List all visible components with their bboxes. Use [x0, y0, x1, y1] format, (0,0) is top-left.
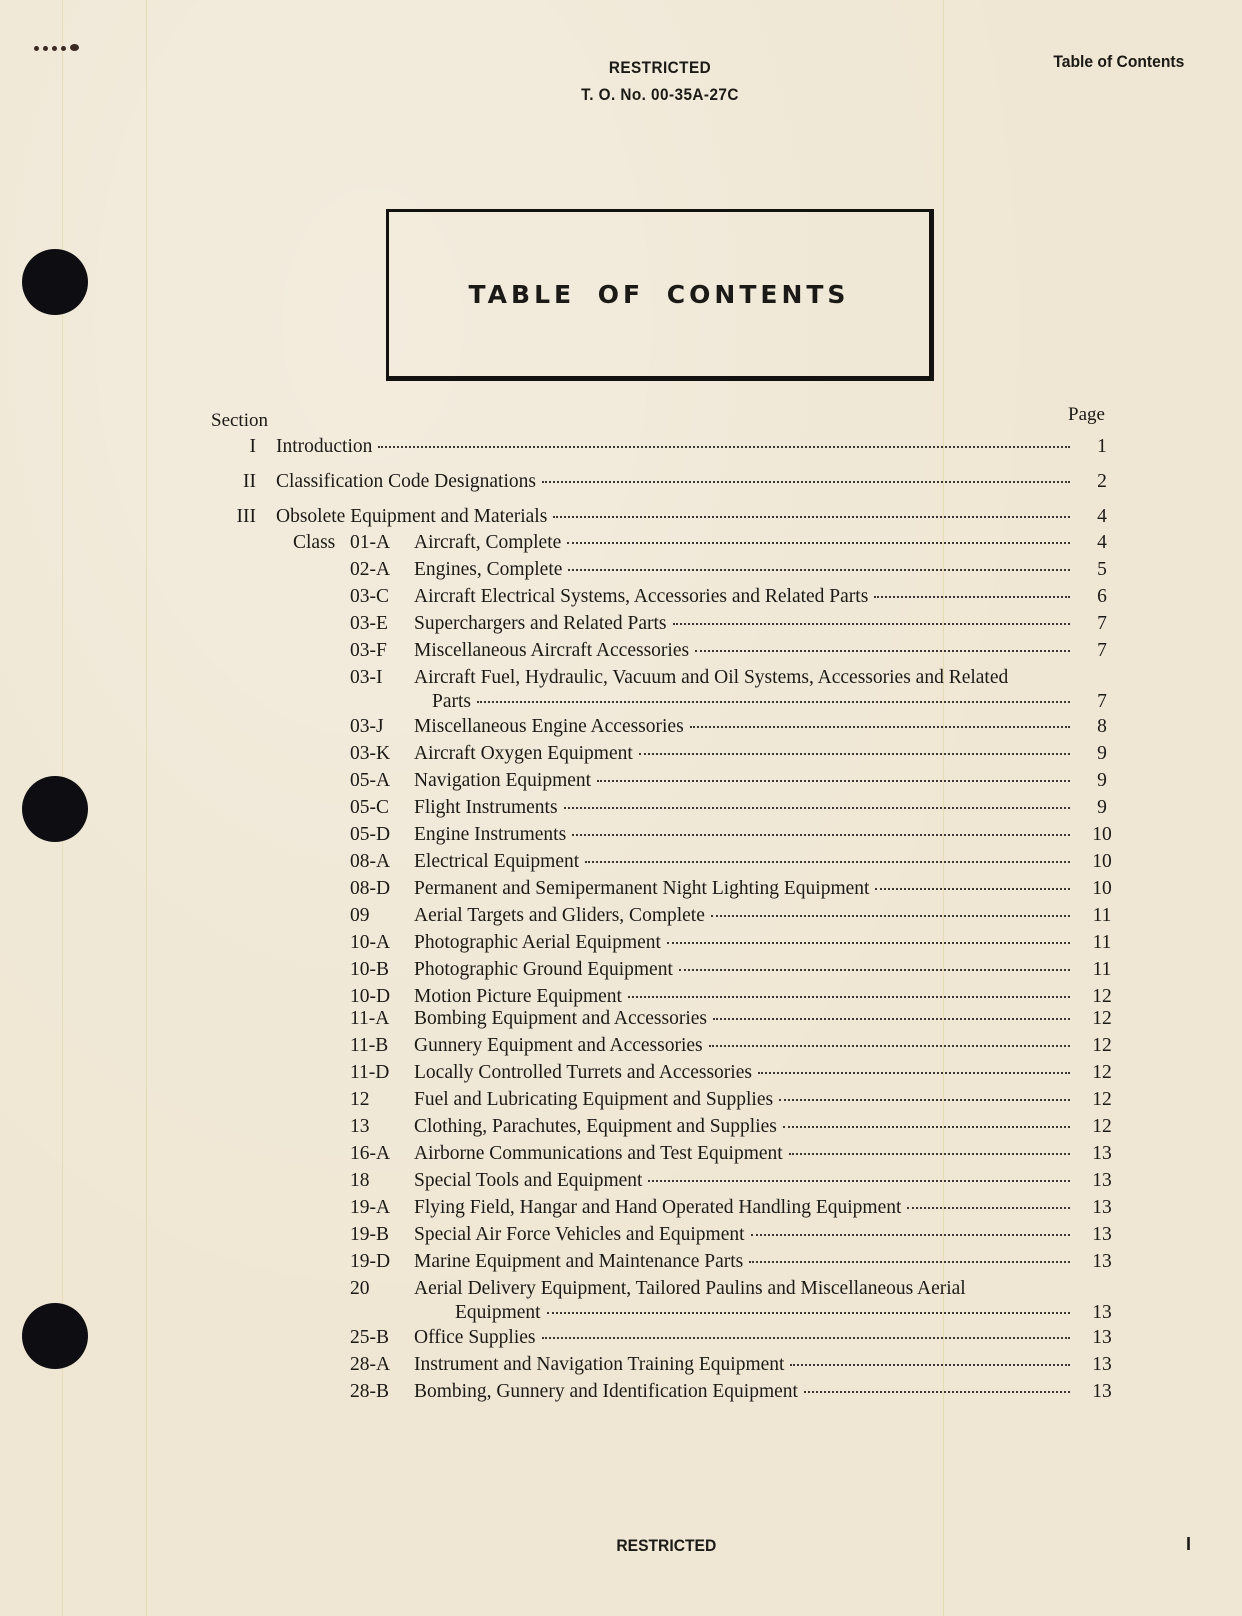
class-title: Superchargers and Related Parts [414, 613, 667, 634]
dot-leader [568, 569, 1070, 571]
class-title: Electrical Equipment [414, 851, 580, 872]
page-number: 10 [1092, 824, 1112, 845]
page-number: 13 [1092, 1302, 1112, 1323]
page-number: 2 [1097, 471, 1107, 492]
page-number: 9 [1097, 770, 1107, 791]
class-title: Aircraft Oxygen Equipment [414, 743, 633, 764]
footer-page-number: I [1186, 1534, 1192, 1554]
class-title-cont: Equipment [455, 1302, 541, 1323]
class-code: 10-A [350, 932, 391, 953]
class-title: Photographic Ground Equipment [414, 959, 673, 980]
class-title: Special Air Force Vehicles and Equipment [414, 1224, 745, 1245]
toc-class-entry[interactable] [0, 1381, 1242, 1407]
page-number: 1 [1097, 436, 1107, 457]
page-number: 12 [1092, 1089, 1112, 1110]
class-title-line [414, 1278, 1070, 1300]
class-title-line [414, 716, 1070, 738]
class-title-line [414, 1197, 1070, 1219]
class-code: 11-D [350, 1062, 390, 1083]
page-number: 13 [1092, 1170, 1112, 1191]
class-title-line [414, 1251, 1070, 1273]
class-title-line [414, 1327, 1070, 1349]
toc-class-entry[interactable] [0, 716, 1242, 742]
class-code: 18 [350, 1170, 370, 1191]
toc-class-entry[interactable] [0, 667, 1242, 712]
toc-class-entry[interactable] [0, 1327, 1242, 1353]
class-code: 03-C [350, 586, 389, 607]
class-title: Aircraft Fuel, Hydraulic, Vacuum and Oil Systems, Accessories and Related [414, 667, 1009, 688]
title-box [386, 209, 934, 381]
dot-leader [790, 1364, 1070, 1366]
class-title-line [414, 770, 1070, 792]
toc-class-entry[interactable] [0, 959, 1242, 985]
toc-class-entry[interactable] [0, 1089, 1242, 1115]
class-code: 03-F [350, 640, 387, 661]
class-title-line [414, 1008, 1070, 1030]
class-title: Permanent and Semipermanent Night Lighting Equipment [414, 878, 870, 899]
dot-leader [564, 807, 1070, 809]
class-title-line [414, 1170, 1070, 1192]
toc-class-entry[interactable] [0, 1143, 1242, 1169]
header-running-title: Table of Contents [1053, 52, 1184, 71]
toc-class-entry[interactable] [0, 770, 1242, 796]
class-title-line [414, 1143, 1070, 1165]
class-title-cont: Parts [432, 691, 471, 712]
page-number: 10 [1092, 878, 1112, 899]
class-code: 03-J [350, 716, 384, 737]
dot-leader [679, 969, 1070, 971]
class-code: 12 [350, 1089, 370, 1110]
dot-leader [542, 481, 1070, 483]
class-title: Flying Field, Hangar and Hand Operated Handling Equipment [414, 1197, 902, 1218]
dot-leader [751, 1234, 1070, 1236]
dot-leader [628, 996, 1070, 998]
page-number: 7 [1097, 640, 1107, 661]
page-number: 8 [1097, 716, 1107, 737]
class-title-line [414, 640, 1070, 662]
page-number: 13 [1092, 1251, 1112, 1272]
class-code: 08-D [350, 878, 391, 899]
dot-leader [749, 1261, 1070, 1263]
header-classification: RESTRICTED [608, 58, 712, 77]
punch-hole-top [22, 249, 88, 315]
class-title-line [414, 1062, 1070, 1084]
page-number: 4 [1097, 532, 1107, 553]
class-title: Engines, Complete [414, 559, 563, 580]
dot-leader [713, 1018, 1070, 1020]
page-column-header: Page [1068, 404, 1105, 425]
class-title: Instrument and Navigation Training Equipment [414, 1354, 785, 1375]
class-code: 09 [350, 905, 370, 926]
dot-leader [585, 861, 1070, 863]
class-title-line [414, 932, 1070, 954]
class-title: Photographic Aerial Equipment [414, 932, 661, 953]
page-number: 13 [1092, 1224, 1112, 1245]
toc-class-entry[interactable] [0, 1354, 1242, 1380]
toc-class-entry[interactable] [0, 640, 1242, 666]
toc-class-entry[interactable] [0, 1251, 1242, 1277]
class-code: 10-D [350, 986, 391, 1007]
section-title: Obsolete Equipment and Materials [276, 506, 548, 527]
dot-leader [779, 1099, 1070, 1101]
dot-leader [709, 1045, 1070, 1047]
class-title: Flight Instruments [414, 797, 558, 818]
class-code: 02-A [350, 559, 391, 580]
page-number: 13 [1092, 1143, 1112, 1164]
toc-section-entry[interactable] [0, 506, 1242, 532]
toc-class-entry[interactable] [0, 613, 1242, 639]
class-title: Motion Picture Equipment [414, 986, 622, 1007]
dot-leader [477, 701, 1070, 703]
page-number: 10 [1092, 851, 1112, 872]
class-title: Fuel and Lubricating Equipment and Supplies [414, 1089, 774, 1110]
toc-class-entry[interactable] [0, 1197, 1242, 1223]
dot-leader [542, 1337, 1071, 1339]
page-number: 5 [1097, 559, 1107, 580]
page-number: 11 [1092, 932, 1112, 953]
class-title-line [414, 986, 1070, 1008]
section-title: Classification Code Designations [276, 471, 536, 492]
section-title-line [276, 506, 1070, 528]
page-number: 13 [1092, 1197, 1112, 1218]
page-number: 12 [1092, 1116, 1112, 1137]
dot-leader [711, 915, 1070, 917]
toc-class-entry[interactable] [0, 797, 1242, 823]
section-title-line [276, 436, 1070, 458]
toc-class-entry[interactable] [0, 532, 1242, 558]
class-code: 05-A [350, 770, 391, 791]
page-number: 9 [1097, 797, 1107, 818]
class-code: 03-E [350, 613, 388, 634]
section-numeral: II [243, 471, 256, 492]
class-title-line [414, 667, 1070, 689]
toc-class-entry[interactable] [0, 905, 1242, 931]
class-title-line [414, 1224, 1070, 1246]
toc-class-entry[interactable] [0, 1224, 1242, 1250]
class-prefix: Class [293, 532, 336, 553]
class-title: Locally Controlled Turrets and Accessories [414, 1062, 752, 1083]
class-title: Gunnery Equipment and Accessories [414, 1035, 703, 1056]
toc-class-entry[interactable] [0, 1008, 1242, 1034]
class-title-line [414, 797, 1070, 819]
page-number: 11 [1092, 905, 1112, 926]
toc-class-entry[interactable] [0, 878, 1242, 904]
class-title-line [414, 613, 1070, 635]
toc-class-entry[interactable] [0, 824, 1242, 850]
section-title-line [276, 471, 1070, 493]
class-title: Aerial Delivery Equipment, Tailored Paulins and Miscellaneous Aerial [414, 1278, 966, 1299]
dot-leader [378, 446, 1070, 448]
class-code: 05-C [350, 797, 389, 818]
class-title: Aerial Targets and Gliders, Complete [414, 905, 705, 926]
footer-classification: RESTRICTED [616, 1536, 717, 1555]
toc-class-entry[interactable] [0, 1116, 1242, 1142]
page-number: 11 [1092, 959, 1112, 980]
page-number: 12 [1092, 1008, 1112, 1029]
section-numeral: III [236, 506, 256, 527]
class-code: 25-B [350, 1327, 389, 1348]
class-code: 13 [350, 1116, 370, 1137]
class-title-line [414, 743, 1070, 765]
dot-leader [648, 1180, 1070, 1182]
dot-leader [804, 1391, 1070, 1393]
ink-smudge [34, 38, 110, 44]
class-title-line [414, 905, 1070, 927]
class-title-line [414, 851, 1070, 873]
class-title: Clothing, Parachutes, Equipment and Supplies [414, 1116, 777, 1137]
class-title-line [414, 1116, 1070, 1138]
dot-leader [874, 596, 1070, 598]
class-title-line [414, 1089, 1070, 1111]
page-number: 4 [1097, 506, 1107, 527]
class-code: 11-A [350, 1008, 390, 1029]
class-code: 19-D [350, 1251, 391, 1272]
class-title-line [414, 532, 1070, 554]
class-code: 11-B [350, 1035, 389, 1056]
dot-leader [667, 942, 1070, 944]
class-title: Miscellaneous Aircraft Accessories [414, 640, 690, 661]
class-title-line [414, 824, 1070, 846]
class-title: Marine Equipment and Maintenance Parts [414, 1251, 744, 1272]
class-code: 19-B [350, 1224, 389, 1245]
dot-leader [639, 753, 1070, 755]
page-number: 9 [1097, 743, 1107, 764]
toc-class-entry[interactable] [0, 1062, 1242, 1088]
dot-leader [875, 888, 1070, 890]
page-number: 6 [1097, 586, 1107, 607]
dot-leader [783, 1126, 1070, 1128]
class-title: Bombing Equipment and Accessories [414, 1008, 707, 1029]
page-number: 12 [1092, 1035, 1112, 1056]
section-column-header: Section [211, 410, 268, 431]
page-number: 13 [1092, 1381, 1112, 1402]
toc-class-entry[interactable] [0, 743, 1242, 769]
class-code: 16-A [350, 1143, 391, 1164]
class-title-line [414, 586, 1070, 608]
dot-leader [567, 542, 1070, 544]
class-code: 03-K [350, 743, 391, 764]
class-title-line [414, 559, 1070, 581]
dot-leader [547, 1312, 1070, 1314]
section-title: Introduction [276, 436, 373, 457]
dot-leader [553, 516, 1070, 518]
page-number: 12 [1092, 1062, 1112, 1083]
class-title: Engine Instruments [414, 824, 567, 845]
toc-class-entry[interactable] [0, 1035, 1242, 1061]
class-code: 05-D [350, 824, 391, 845]
class-title-line [414, 1035, 1070, 1057]
toc-section-entry[interactable] [0, 436, 1242, 462]
class-title: Bombing, Gunnery and Identification Equipment [414, 1381, 798, 1402]
dot-leader [572, 834, 1070, 836]
class-title-line [414, 1354, 1070, 1376]
dot-leader [673, 623, 1070, 625]
page-number: 13 [1092, 1327, 1112, 1348]
toc-section-entry[interactable] [0, 471, 1242, 497]
dot-leader [758, 1072, 1070, 1074]
toc-class-entry[interactable] [0, 1170, 1242, 1196]
class-code: 28-B [350, 1381, 389, 1402]
class-title: Special Tools and Equipment [414, 1170, 643, 1191]
class-title: Navigation Equipment [414, 770, 592, 791]
page-number: 7 [1097, 613, 1107, 634]
class-code: 10-B [350, 959, 389, 980]
toc-class-entry[interactable] [0, 1278, 1242, 1323]
class-title-line [414, 959, 1070, 981]
page-number: 13 [1092, 1354, 1112, 1375]
class-title-continuation [455, 1302, 1070, 1324]
toc-class-entry[interactable] [0, 851, 1242, 877]
class-title-line [414, 1381, 1070, 1403]
class-code: 01-A [350, 532, 391, 553]
section-numeral: I [249, 436, 256, 457]
class-title: Airborne Communications and Test Equipment [414, 1143, 783, 1164]
page-title: TABLE OF CONTENTS [468, 279, 850, 309]
dot-leader [789, 1153, 1070, 1155]
dot-leader [690, 726, 1070, 728]
class-code: 20 [350, 1278, 370, 1299]
class-code: 28-A [350, 1354, 391, 1375]
class-title: Office Supplies [414, 1327, 536, 1348]
class-title: Aircraft, Complete [414, 532, 562, 553]
class-title-continuation [432, 691, 1070, 713]
class-code: 03-I [350, 667, 383, 688]
dot-leader [695, 650, 1070, 652]
dot-leader [907, 1207, 1070, 1209]
header-document-number: T. O. No. 00-35A-27C [581, 85, 739, 104]
page-number: 12 [1092, 986, 1112, 1007]
class-code: 08-A [350, 851, 391, 872]
toc-class-entry[interactable] [0, 932, 1242, 958]
class-title: Miscellaneous Engine Accessories [414, 716, 684, 737]
dot-leader [597, 780, 1070, 782]
class-title: Aircraft Electrical Systems, Accessories and Related Parts [414, 586, 869, 607]
class-title-line [414, 878, 1070, 900]
toc-class-entry[interactable] [0, 559, 1242, 585]
toc-class-entry[interactable] [0, 586, 1242, 612]
page-number: 7 [1097, 691, 1107, 712]
class-code: 19-A [350, 1197, 391, 1218]
